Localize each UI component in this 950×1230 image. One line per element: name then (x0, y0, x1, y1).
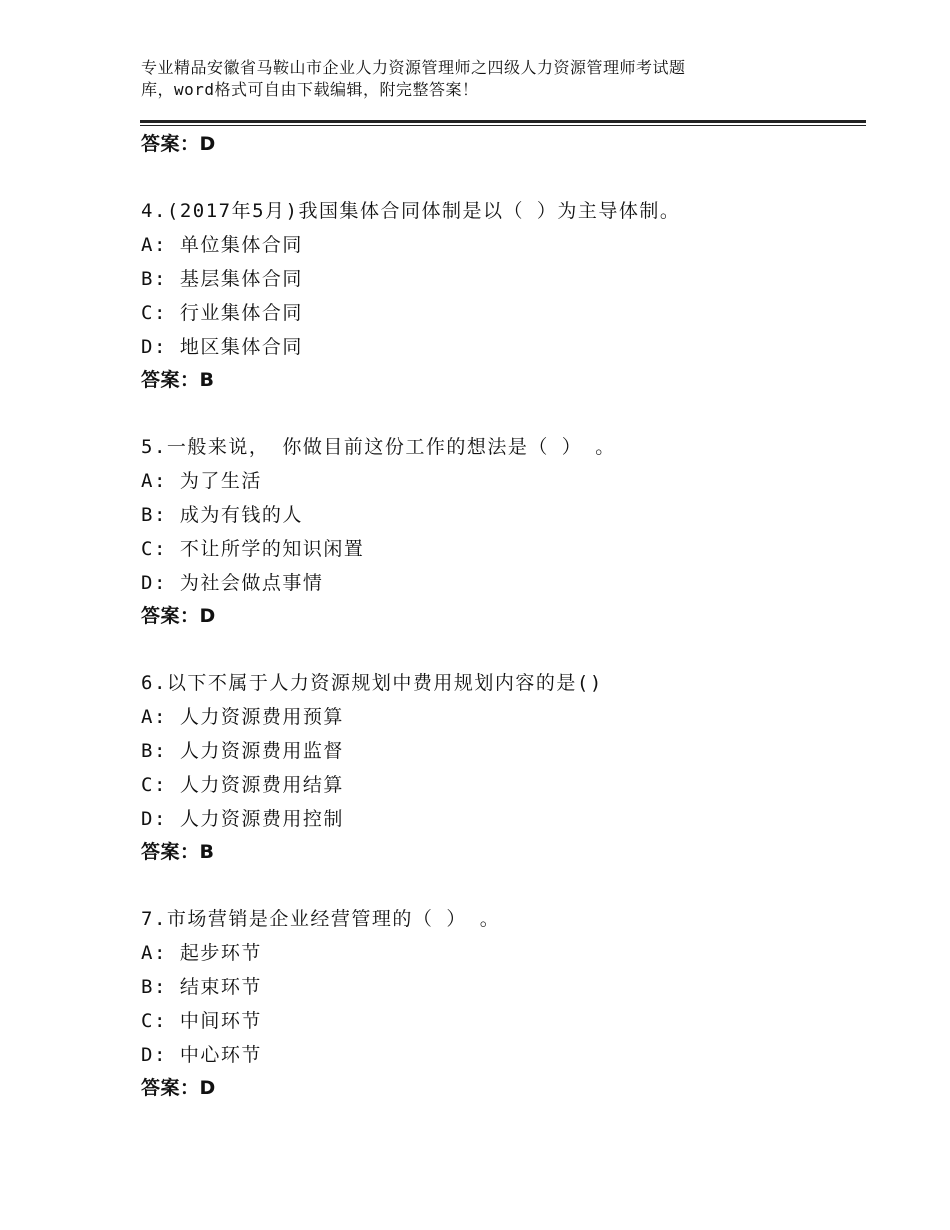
answer-line: 答案：B (141, 369, 215, 391)
option-c: C: 中间环节 (141, 1010, 262, 1032)
question-stem: 6.以下不属于人力资源规划中费用规划内容的是() (141, 672, 603, 694)
option-a: A: 单位集体合同 (141, 234, 303, 256)
question-stem: 7.市场营销是企业经营管理的（ ） 。 (141, 908, 501, 930)
answer-line: 答案：D (141, 133, 216, 155)
question-6 (141, 666, 861, 868)
answer-line: 答案：D (141, 605, 216, 627)
option-b: B: 成为有钱的人 (141, 504, 303, 526)
header-divider-thick (140, 120, 866, 123)
option-a: A: 为了生活 (141, 470, 262, 492)
question-stem: 4.(2017年5月)我国集体合同体制是以（ ）为主导体制。 (141, 200, 681, 222)
option-d: D: 中心环节 (141, 1044, 262, 1066)
document-header (141, 57, 821, 101)
header-line-1: 专业精品安徽省马鞍山市企业人力资源管理师之四级人力资源管理师考试题 (141, 58, 686, 77)
question-7 (141, 902, 861, 1104)
question-stem: 5.一般来说， 你做目前这份工作的想法是（ ） 。 (141, 436, 616, 458)
question-list (141, 128, 861, 1104)
option-b: B: 基层集体合同 (141, 268, 303, 290)
option-c: C: 不让所学的知识闲置 (141, 538, 365, 560)
header-divider-thin (140, 125, 866, 126)
answer-line: 答案：D (141, 1077, 216, 1099)
option-c: C: 行业集体合同 (141, 302, 303, 324)
option-a: A: 人力资源费用预算 (141, 706, 344, 728)
option-d: D: 人力资源费用控制 (141, 808, 344, 830)
question-5 (141, 430, 861, 632)
option-c: C: 人力资源费用结算 (141, 774, 344, 796)
answer-line: 答案：B (141, 841, 215, 863)
option-a: A: 起步环节 (141, 942, 262, 964)
question-4 (141, 194, 861, 396)
option-d: D: 地区集体合同 (141, 336, 303, 358)
option-d: D: 为社会做点事情 (141, 572, 324, 594)
option-b: B: 结束环节 (141, 976, 262, 998)
header-line-2: 库，word格式可自由下载编辑，附完整答案！ (141, 80, 479, 99)
option-b: B: 人力资源费用监督 (141, 740, 344, 762)
